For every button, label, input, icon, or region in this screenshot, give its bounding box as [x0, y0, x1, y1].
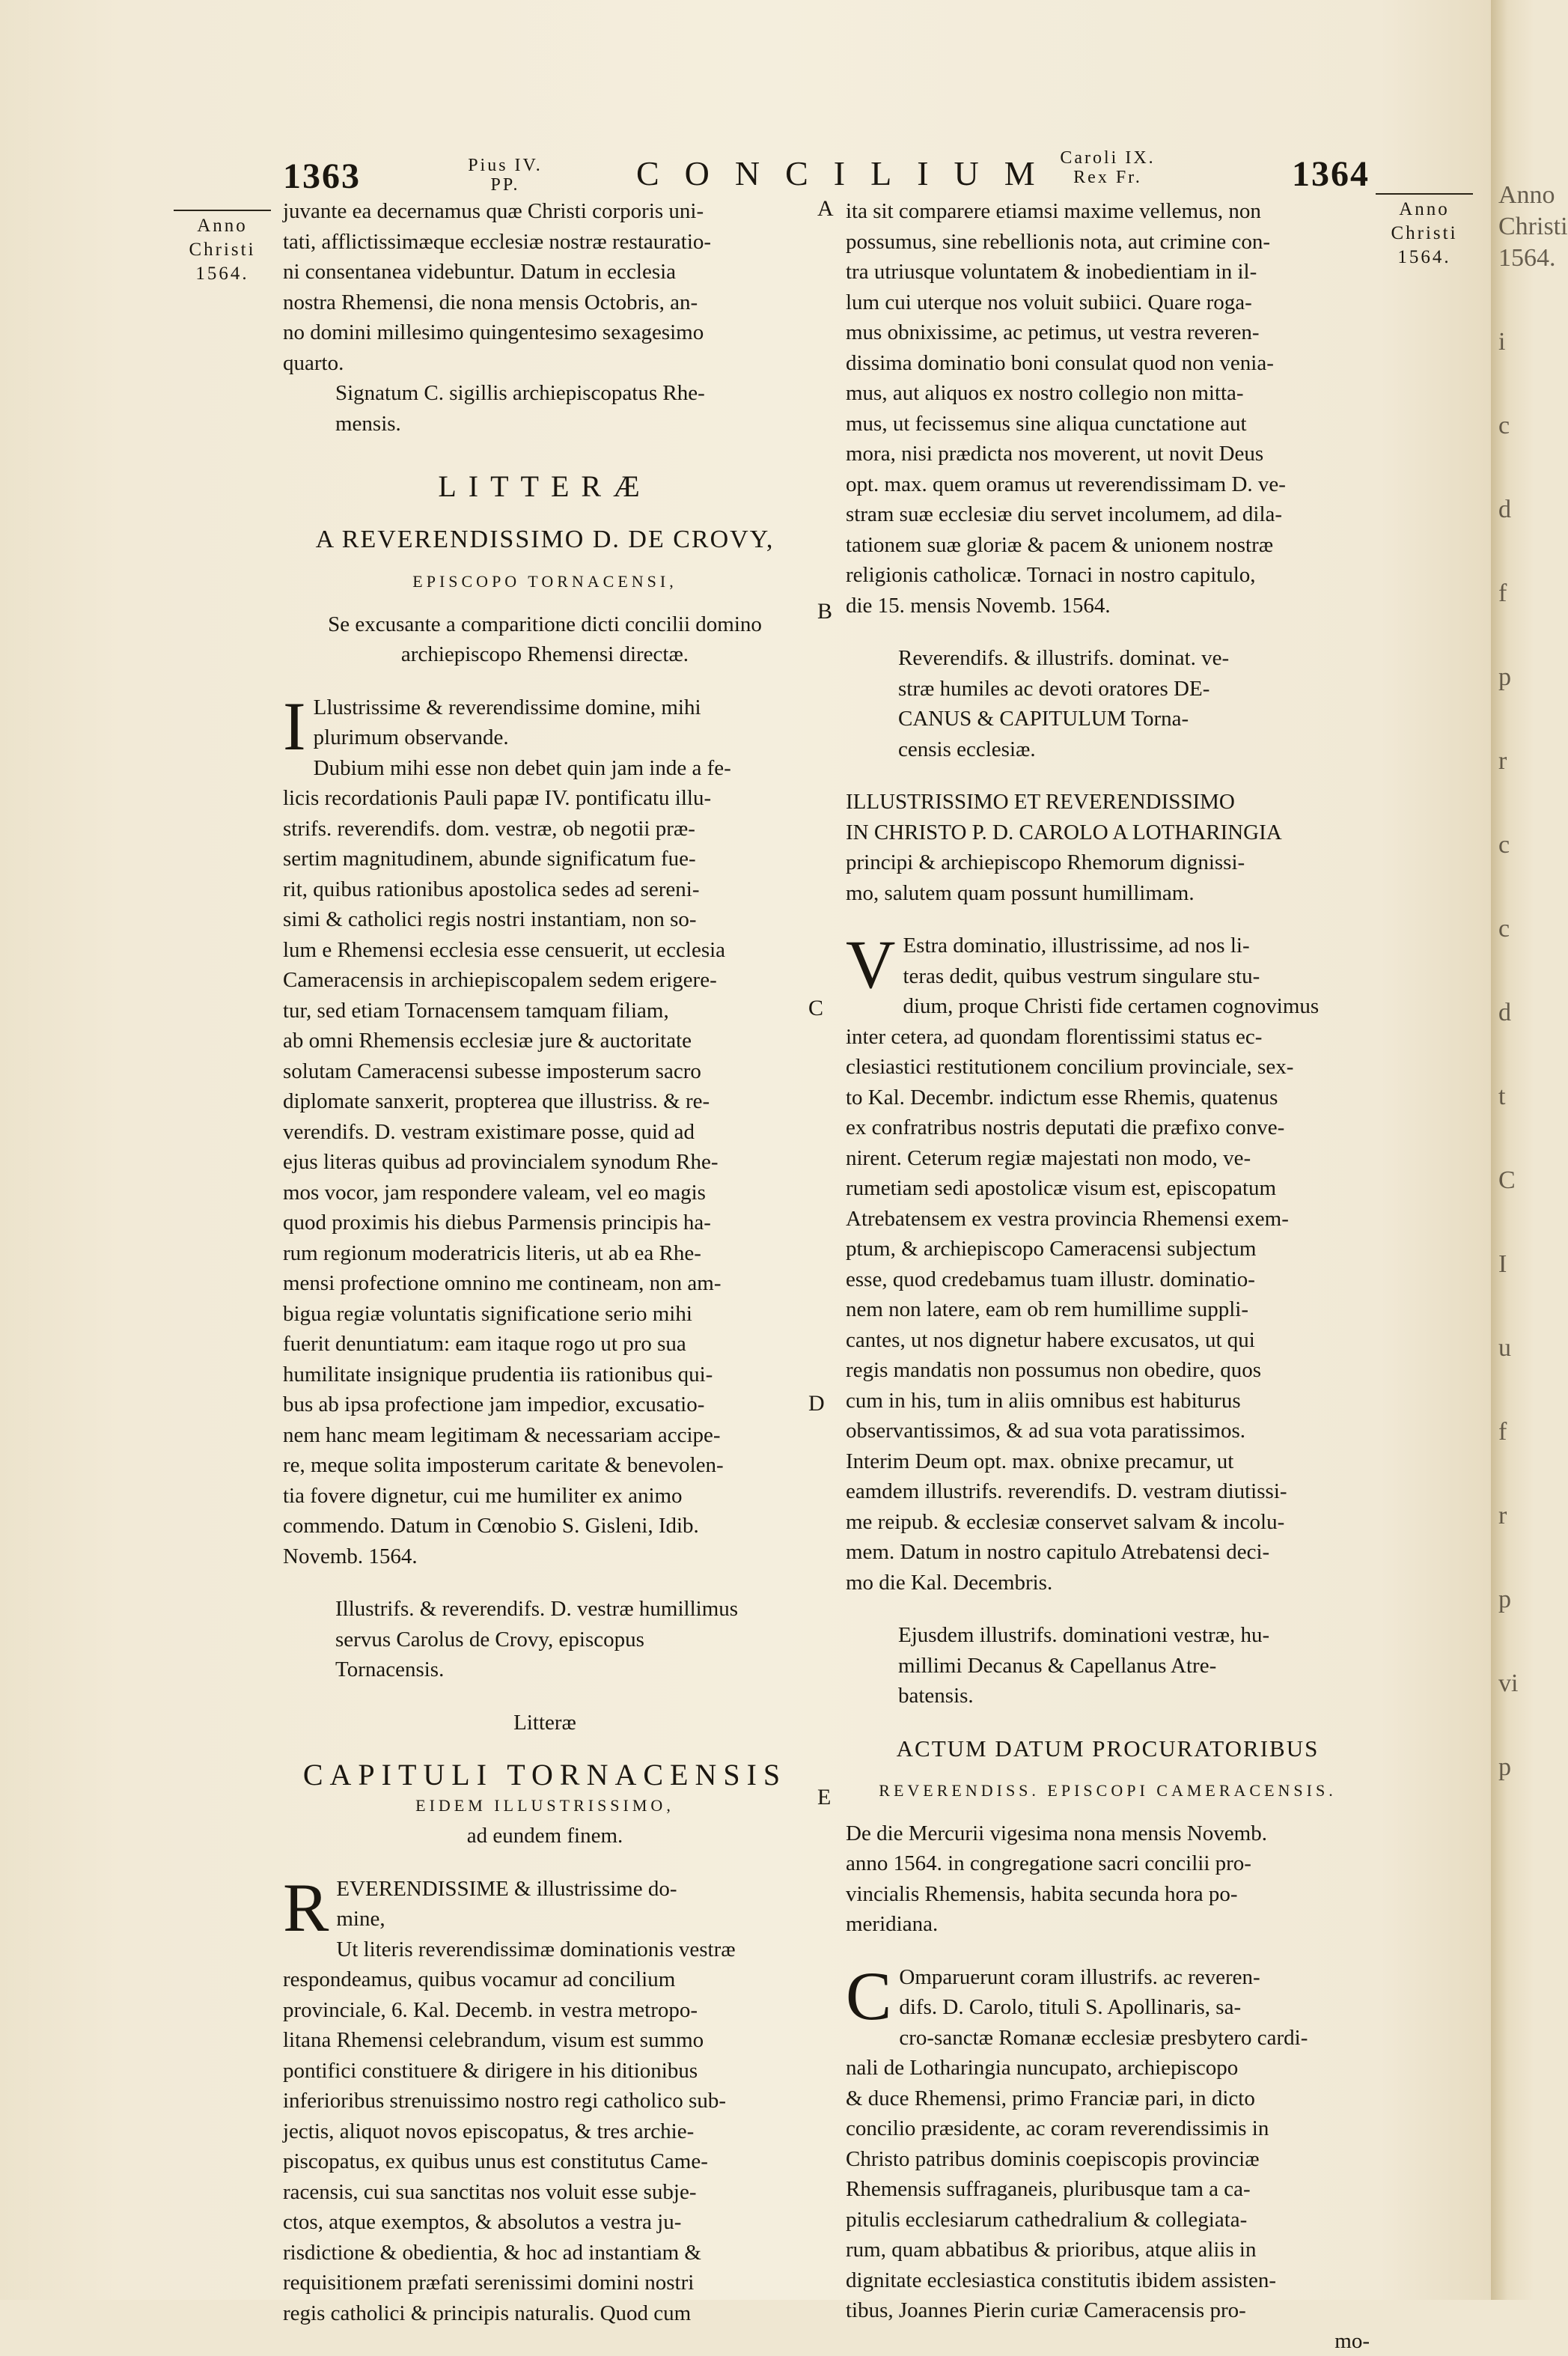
text-line: racensis, cui sua sanctitas nos voluit esse subje- — [283, 2177, 807, 2208]
text-line: Signatum C. sigillis archiepiscopatus Rhe- — [335, 378, 792, 409]
v-letter-closing — [846, 1620, 1370, 1711]
text-line: Interim Deum opt. max. obnixe precamur, ut — [846, 1446, 1370, 1477]
text-line: ejus literas quibus ad provincialem synodum Rhe- — [283, 1147, 807, 1178]
text-line: ex confratribus nostris deputati die præfixo conve- — [846, 1112, 1370, 1143]
c-letter-body — [846, 2023, 1370, 2326]
king-heading-line1: Caroli IX. — [1025, 148, 1190, 168]
text-line: servus Carolus de Crovy, episcopus — [335, 1625, 792, 1655]
text-line: Atrebatensem ex vestra provincia Rhemensi exem- — [846, 1204, 1370, 1235]
text-line: Christo patribus dominis coepiscopis provinciæ — [846, 2144, 1370, 2175]
litterae-small-heading: Litteræ — [283, 1708, 807, 1738]
margin-note-left-line1: Anno — [174, 214, 271, 238]
right-opening-paragraph — [846, 196, 1370, 621]
salutation-text — [283, 693, 807, 753]
text-line: strifs. reverendifs. dom. vestræ, ob negotii præ- — [283, 814, 807, 844]
text-line: pitulis ecclesiarum cathedralium & collegiata- — [846, 2205, 1370, 2235]
margin-note-right-line3: 1564. — [1376, 246, 1473, 270]
v-salutation-text — [846, 931, 1370, 991]
text-line: cantes, ut nos dignetur habere excusatos, ut qui — [846, 1325, 1370, 1356]
margin-note-right-line1: Anno — [1376, 198, 1473, 222]
text-line: CANUS & CAPITULUM Torna- — [898, 704, 1355, 734]
v-salutation-block — [846, 931, 1370, 991]
text-line: regis catholici & principis naturalis. Quod cum — [283, 2298, 807, 2329]
text-line: simi & catholici regis nostri instantiam, non so- — [283, 904, 807, 935]
text-line: inter cetera, ad quondam florentissimi status ec- — [846, 1022, 1370, 1053]
text-line: mensis. — [335, 409, 792, 439]
text-line: solutam Cameracensi subesse imposterum sacro — [283, 1056, 807, 1087]
text-line: Dubium mihi esse non debet quin jam inde a fe- — [283, 753, 807, 784]
r-salutation-text — [283, 1874, 807, 1935]
margin-note-right — [1376, 193, 1473, 270]
pope-heading-line2: PP. — [449, 175, 561, 195]
text-line: dissima dominatio boni consulat quod non venia- — [846, 348, 1370, 379]
v-letter-body — [846, 991, 1370, 1598]
adjacent-page-fragment: vi — [1498, 1668, 1533, 1699]
text-line: cro-sanctæ Romanæ ecclesiæ presbytero cardi- — [846, 2023, 1370, 2054]
adjacent-page-fragments — [1491, 0, 1533, 1783]
text-line: censis ecclesiæ. — [898, 734, 1355, 765]
text-line: diplomate sanxerit, propterea que illustriss. & re- — [283, 1086, 807, 1117]
episcopo-line: EPISCOPO TORNACENSI, — [283, 567, 807, 597]
text-line: millimi Decanus & Capellanus Atre- — [898, 1651, 1355, 1681]
pope-heading — [449, 156, 561, 195]
text-line: tra utriusque voluntatem & inobedientiam in il- — [846, 257, 1370, 287]
capituli-heading: CAPITULI TORNACENSIS — [283, 1760, 807, 1791]
text-line: esse, quod credebamus tuam illustr. dominatio- — [846, 1264, 1370, 1295]
text-line: tibus, Joannes Pierin curiæ Cameracensis pro- — [846, 2295, 1370, 2326]
text-line: mo die Kal. Decembris. — [846, 1568, 1370, 1598]
text-line: religionis catholicæ. Tornaci in nostro capitulo, — [846, 560, 1370, 591]
text-line: jectis, aliquot novos episcopatus, & tres archie- — [283, 2116, 807, 2147]
text-line: nostra Rhemensi, die nona mensis Octobris, an- — [283, 287, 807, 318]
text-line: tati, afflictissimæque ecclesiæ nostræ restauratio- — [283, 227, 807, 258]
text-line: risdictione & obedientia, & hoc ad instantiam & — [283, 2238, 807, 2268]
r-salutation-block — [283, 1874, 807, 1935]
text-line: ptum, & archiepiscopo Cameracensi subjectum — [846, 1234, 1370, 1264]
text-line: lum e Rhemensi ecclesia esse censuerit, ut ecclesia — [283, 935, 807, 966]
text-line: observantissimos, & ad sua vota paratissimos. — [846, 1416, 1370, 1446]
adjacent-page-fragment: f — [1498, 1416, 1533, 1448]
adjacent-page-edge — [1491, 0, 1533, 2300]
text-line: die 15. mensis Novemb. 1564. — [846, 591, 1370, 621]
adjacent-page-fragment: p — [1498, 662, 1533, 693]
text-line: mo, salutem quam possunt humillimam. — [846, 878, 1370, 909]
litterae-heading: LITTERÆ — [283, 472, 807, 502]
text-line: re, meque solita imposterum caritate & benevolen- — [283, 1450, 807, 1481]
text-line: Se excusante a comparitione dicti concilii domino — [283, 609, 807, 640]
adjacent-page-fragment: C — [1498, 1165, 1533, 1196]
catchword: mo- — [846, 2326, 1370, 2356]
text-line: Ut literis reverendissimæ dominationis vestræ — [283, 1935, 807, 1965]
text-line: EVERENDISSIME & illustrissime do- — [283, 1874, 807, 1905]
text-line: mus, aut aliquos ex nostro collegio non mitta- — [846, 378, 1370, 409]
text-line: quarto. — [283, 348, 807, 379]
left-opening-paragraph — [283, 196, 807, 378]
signatum-note — [283, 378, 807, 439]
margin-rule-left — [174, 210, 271, 211]
text-line: quod proximis his diebus Parmensis principis ha- — [283, 1208, 807, 1238]
from-heading: A REVERENDISSIMO D. DE CROVY, — [283, 525, 807, 555]
text-line: mora, nisi prædicta nos moverent, ut novit Deus — [846, 439, 1370, 469]
right-column — [846, 196, 1370, 2356]
text-line: rumetiam sedi apostolicæ visum est, episcopatum — [846, 1173, 1370, 1204]
actum-heading: ACTUM DATUM PROCURATORIBUS — [846, 1734, 1370, 1765]
text-line: litana Rhemensi celebrandum, visum est summo — [283, 2025, 807, 2056]
text-line: anno 1564. in congregatione sacri concilii pro- — [846, 1848, 1370, 1879]
drop-initial-r: R — [283, 1878, 329, 1937]
text-line: mus, ut fecissemus sine aliqua cunctatione aut — [846, 409, 1370, 439]
text-line: fuerit denuntiatum: eam itaque rogo ut pro sua — [283, 1329, 807, 1360]
text-line: IN CHRISTO P. D. CAROLO A LOTHARINGIA — [846, 818, 1370, 848]
text-line: tationem suæ gloriæ & pacem & unionem nostræ — [846, 530, 1370, 561]
text-line: humilitate insignique prudentia iis rationibus qui- — [283, 1360, 807, 1390]
adjacent-page-fragment: f — [1498, 578, 1533, 609]
text-line: rit, quibus rationibus apostolica sedes ad sereni- — [283, 874, 807, 905]
drop-initial-v: V — [846, 935, 895, 993]
section-letter-b: B — [817, 599, 832, 624]
text-line: pontifici constituere & dirigere in his ditionibus — [283, 2056, 807, 2086]
r-letter-body — [283, 1935, 807, 2329]
running-title: CONCILIUM — [636, 153, 1061, 193]
de-die-paragraph — [846, 1818, 1370, 1940]
text-line: respondeamus, quibus vocamur ad concilium — [283, 1964, 807, 1995]
text-line: plurimum observande. — [283, 722, 807, 753]
text-line: stræ humiles ac devoti oratores DE- — [898, 674, 1355, 704]
drop-initial-c: C — [846, 1967, 891, 2025]
text-line: licis recordationis Pauli papæ IV. pontificatu illu- — [283, 783, 807, 814]
text-line: principi & archiepiscopo Rhemorum dignissi- — [846, 847, 1370, 878]
text-line: inferioribus strenuissimo nostro regi catholico sub- — [283, 2086, 807, 2116]
text-line: lum cui uterque nos voluit subiici. Quare roga- — [846, 287, 1370, 318]
text-line: rum, quam abbatibus & prioribus, atque aliis in — [846, 2235, 1370, 2265]
text-line: ita sit comparere etiamsi maxime vellemus, non — [846, 196, 1370, 227]
text-line: concilio præsidente, ac coram reverendissimis in — [846, 2113, 1370, 2144]
text-line: mus obnixissime, ac petimus, ut vestra reveren- — [846, 317, 1370, 348]
text-line: mos vocor, jam respondere valeam, vel eo magis — [283, 1178, 807, 1208]
text-line: clesiastici restitutionem concilium provinciale, sex- — [846, 1052, 1370, 1083]
text-line: Ejusdem illustrifs. dominationi vestræ, hu- — [898, 1620, 1355, 1651]
text-line: Estra dominatio, illustrissime, ad nos li- — [846, 931, 1370, 961]
text-line: Illustrifs. & reverendifs. D. vestræ humillimus — [335, 1594, 792, 1625]
text-line: verendifs. D. vestram existimare posse, quid ad — [283, 1117, 807, 1148]
page-number-right: 1364 — [1292, 153, 1370, 195]
text-line: juvante ea decernamus quæ Christi corporis uni- — [283, 196, 807, 227]
text-line: Rhemensis suffraganeis, pluribusque tam a ca- — [846, 2174, 1370, 2205]
margin-note-left-line3: 1564. — [174, 262, 271, 286]
page-number-left: 1363 — [283, 156, 361, 197]
adjacent-page-fragment: t — [1498, 1081, 1533, 1112]
adjacent-page-fragment: p — [1498, 1584, 1533, 1616]
adjacent-page-fragment: r — [1498, 746, 1533, 777]
drop-initial-i: I — [283, 697, 306, 755]
margin-rule-right — [1376, 193, 1473, 195]
text-line: bus ab ipsa profectione jam impedior, excusatio- — [283, 1389, 807, 1420]
text-line: batensis. — [898, 1681, 1355, 1711]
text-line: regis mandatis non possumus non obedire, quos — [846, 1355, 1370, 1386]
c-salutation-text — [846, 1962, 1370, 2023]
text-line: Llustrissime & reverendissime domine, mihi — [283, 693, 807, 723]
left-column — [283, 196, 807, 2328]
text-line: mem. Datum in nostro capitulo Atrebatensi deci- — [846, 1537, 1370, 1568]
text-line: piscopatus, ex quibus unus est constitutus Came- — [283, 2146, 807, 2177]
adjacent-page-fragment: p — [1498, 1752, 1533, 1783]
eidem-line: EIDEM ILLUSTRISSIMO, — [283, 1791, 807, 1821]
text-line: bigua regiæ voluntatis significatione serio mihi — [283, 1299, 807, 1330]
text-line: sertim magnitudinem, abunde significatum fue- — [283, 844, 807, 874]
text-line: eamdem illustrifs. reverendifs. D. vestram diutissi- — [846, 1476, 1370, 1507]
text-line: mensi profectione omnino me contineam, non am- — [283, 1268, 807, 1299]
adjacent-page-fragment: Christi — [1498, 211, 1533, 243]
section-letter-d: D — [808, 1391, 825, 1416]
text-line: ILLUSTRISSIMO ET REVERENDISSIMO — [846, 787, 1370, 818]
text-line: dignitate ecclesiastica constitutis ibidem assisten- — [846, 2265, 1370, 2296]
letter-body — [283, 753, 807, 1572]
address-heading — [846, 787, 1370, 908]
text-line: ab omni Rhemensis ecclesiæ jure & auctoritate — [283, 1026, 807, 1056]
pope-heading-line1: Pius IV. — [449, 156, 561, 175]
king-heading-line2: Rex Fr. — [1025, 168, 1190, 187]
adjacent-page-fragment: Anno — [1498, 180, 1533, 211]
section-letter-c: C — [808, 996, 823, 1021]
adjacent-page-fragment: i — [1498, 326, 1533, 358]
text-line: nali de Lotharingia nuncupato, archiepiscopo — [846, 2053, 1370, 2083]
adjacent-page-fragment: 1564. — [1498, 243, 1533, 274]
text-line: Reverendifs. & illustrifs. dominat. ve- — [898, 643, 1355, 674]
text-line: opt. max. quem oramus ut reverendissimam D. ve- — [846, 469, 1370, 500]
text-line: difs. D. Carolo, tituli S. Apollinaris, sa- — [846, 1992, 1370, 2023]
text-line: ctos, atque exemptos, & absolutos a vestra ju- — [283, 2207, 807, 2238]
text-line: tia fovere dignetur, cui me humiliter ex animo — [283, 1481, 807, 1512]
finem-line: ad eundem finem. — [283, 1821, 807, 1851]
text-line: me reipub. & ecclesiæ conservet salvam & incolu- — [846, 1507, 1370, 1538]
section-letter-a: A — [817, 196, 834, 222]
text-line: cum in his, tum in aliis omnibus est habiturus — [846, 1386, 1370, 1416]
capitulum-closing — [846, 643, 1370, 764]
text-line: ni consentanea videbuntur. Datum in ecclesia — [283, 257, 807, 287]
letter-closing — [283, 1594, 807, 1685]
salutation-block — [283, 693, 807, 753]
text-line: nem hanc meam legitimam & necessariam accipe- — [283, 1420, 807, 1451]
text-line: nirent. Ceterum regiæ majestati non modo, ve- — [846, 1143, 1370, 1174]
text-line: Novemb. 1564. — [283, 1541, 807, 1572]
text-line: dium, proque Christi fide certamen cognovimus — [846, 991, 1370, 1022]
text-line: teras dedit, quibus vestrum singulare stu- — [846, 961, 1370, 992]
text-line: no domini millesimo quingentesimo sexagesimo — [283, 317, 807, 348]
text-line: nem non latere, eam ob rem humillime suppli- — [846, 1294, 1370, 1325]
text-line: De die Mercurii vigesima nona mensis Novemb. — [846, 1818, 1370, 1849]
text-line: Cameracensis in archiepiscopalem sedem erigere- — [283, 965, 807, 996]
text-line: meridiana. — [846, 1909, 1370, 1940]
text-line: Omparuerunt coram illustrifs. ac reveren- — [846, 1962, 1370, 1993]
adjacent-page-fragment: c — [1498, 830, 1533, 861]
text-line: tur, sed etiam Tornacensem tamquam filiam, — [283, 996, 807, 1026]
margin-note-left — [174, 210, 271, 286]
text-line: rum regionum moderatricis literis, ut ab ea Rhe- — [283, 1238, 807, 1269]
text-line: possumus, sine rebellionis nota, aut crimine con- — [846, 227, 1370, 258]
text-line: to Kal. Decembr. indictum esse Rhemis, quatenus — [846, 1083, 1370, 1113]
adjacent-page-fragment: c — [1498, 913, 1533, 945]
margin-note-right-line2: Christi — [1376, 222, 1473, 246]
letter-subject — [283, 609, 807, 670]
adjacent-page-fragment: r — [1498, 1500, 1533, 1532]
adjacent-page-fragment: d — [1498, 494, 1533, 526]
text-line: stram suæ ecclesiæ diu servet incolumem, ad dila- — [846, 499, 1370, 530]
text-line: & duce Rhemensi, primo Franciæ pari, in dicto — [846, 2083, 1370, 2114]
text-line: mine, — [283, 1904, 807, 1935]
adjacent-page-fragment: c — [1498, 410, 1533, 442]
text-line: archiepiscopo Rhemensi directæ. — [283, 639, 807, 670]
text-line: provinciale, 6. Kal. Decemb. in vestra metropo- — [283, 1995, 807, 2026]
adjacent-page-fragment: I — [1498, 1249, 1533, 1280]
king-heading — [1025, 148, 1190, 187]
adjacent-page-fragment: u — [1498, 1333, 1533, 1364]
section-letter-e: E — [817, 1785, 831, 1810]
text-line: requisitionem præfati serenissimi domini nostri — [283, 2268, 807, 2298]
text-line: vincialis Rhemensis, habita secunda hora po- — [846, 1879, 1370, 1910]
reverendiss-line: REVERENDISS. EPISCOPI CAMERACENSIS. — [846, 1776, 1370, 1806]
adjacent-page-fragment: d — [1498, 997, 1533, 1029]
c-salutation-block — [846, 1962, 1370, 2023]
text-line: commendo. Datum in Cœnobio S. Gisleni, Idib. — [283, 1511, 807, 1541]
margin-note-left-line2: Christi — [174, 238, 271, 262]
text-line: Tornacensis. — [335, 1655, 792, 1685]
